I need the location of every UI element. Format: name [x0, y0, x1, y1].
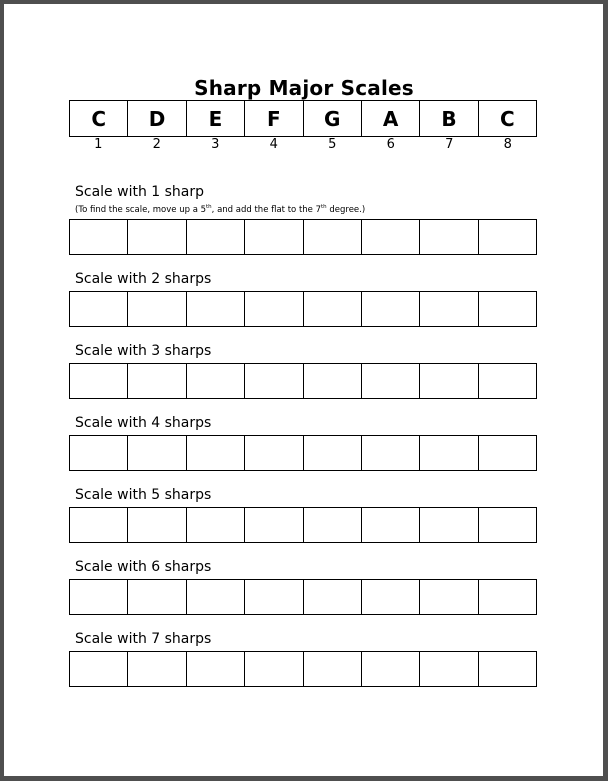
answer-grid-4-sharps — [69, 435, 537, 471]
answer-cell[interactable] — [187, 652, 245, 686]
answer-cell[interactable] — [245, 364, 303, 398]
scale-label-5-sharps: Scale with 5 sharps — [75, 487, 212, 503]
answer-cell[interactable] — [128, 292, 186, 326]
answer-cell[interactable] — [479, 292, 536, 326]
answer-cell[interactable] — [128, 436, 186, 470]
answer-cell[interactable] — [245, 508, 303, 542]
answer-cell[interactable] — [479, 580, 536, 614]
answer-cell[interactable] — [479, 508, 536, 542]
answer-cell[interactable] — [304, 580, 362, 614]
answer-cell[interactable] — [187, 508, 245, 542]
answer-cell[interactable] — [420, 436, 478, 470]
hint-text: degree.) — [326, 205, 366, 215]
scale-degree-number: 6 — [386, 137, 395, 152]
reference-note-cell: F — [245, 101, 303, 136]
answer-cell[interactable] — [187, 436, 245, 470]
reference-note-cell: G — [304, 101, 362, 136]
answer-cell[interactable] — [245, 436, 303, 470]
answer-cell[interactable] — [187, 580, 245, 614]
answer-cell[interactable] — [128, 220, 186, 254]
answer-cell[interactable] — [479, 436, 536, 470]
scale-label-6-sharps: Scale with 6 sharps — [75, 559, 212, 575]
answer-cell[interactable] — [70, 508, 128, 542]
reference-note-cell: D — [128, 101, 186, 136]
reference-note-grid — [69, 100, 537, 137]
answer-cell[interactable] — [479, 364, 536, 398]
answer-grid-3-sharps — [69, 363, 537, 399]
answer-cell[interactable] — [362, 580, 420, 614]
answer-cell[interactable] — [128, 364, 186, 398]
hint-superscript: th — [321, 204, 327, 210]
answer-cell[interactable] — [245, 292, 303, 326]
hint-text: , and add the flat to the 7 — [211, 205, 322, 215]
answer-cell[interactable] — [187, 364, 245, 398]
answer-grid-1-sharp — [69, 219, 537, 255]
reference-note-cell: A — [362, 101, 420, 136]
answer-cell[interactable] — [479, 220, 536, 254]
answer-cell[interactable] — [245, 580, 303, 614]
answer-cell[interactable] — [70, 580, 128, 614]
answer-cell[interactable] — [187, 292, 245, 326]
scale-degree-row — [69, 137, 537, 153]
answer-grid-7-sharps — [69, 651, 537, 687]
answer-cell[interactable] — [362, 652, 420, 686]
answer-cell[interactable] — [362, 364, 420, 398]
scale-label-3-sharps: Scale with 3 sharps — [75, 343, 212, 359]
answer-cell[interactable] — [70, 364, 128, 398]
answer-grid-2-sharps — [69, 291, 537, 327]
answer-cell[interactable] — [362, 292, 420, 326]
scale-degree-number: 4 — [269, 137, 278, 152]
scale-label-2-sharps: Scale with 2 sharps — [75, 271, 212, 287]
scale-degree-number: 7 — [445, 137, 454, 152]
scale-label-1-sharp: Scale with 1 sharp — [75, 184, 205, 200]
answer-cell[interactable] — [304, 508, 362, 542]
answer-cell[interactable] — [245, 220, 303, 254]
answer-cell[interactable] — [70, 652, 128, 686]
answer-cell[interactable] — [187, 220, 245, 254]
answer-cell[interactable] — [479, 652, 536, 686]
hint-superscript: th — [206, 204, 212, 210]
answer-cell[interactable] — [304, 364, 362, 398]
answer-cell[interactable] — [70, 220, 128, 254]
scale-degree-number: 5 — [328, 137, 337, 152]
answer-cell[interactable] — [304, 220, 362, 254]
answer-cell[interactable] — [128, 652, 186, 686]
answer-cell[interactable] — [420, 292, 478, 326]
answer-cell[interactable] — [245, 652, 303, 686]
scale-instruction — [75, 204, 365, 215]
answer-cell[interactable] — [420, 364, 478, 398]
reference-note-cell: C — [70, 101, 128, 136]
reference-note-cell: E — [187, 101, 245, 136]
answer-cell[interactable] — [420, 652, 478, 686]
answer-cell[interactable] — [362, 436, 420, 470]
answer-cell[interactable] — [420, 580, 478, 614]
page-title: Sharp Major Scales — [194, 76, 414, 100]
answer-cell[interactable] — [362, 220, 420, 254]
answer-cell[interactable] — [420, 220, 478, 254]
answer-cell[interactable] — [304, 292, 362, 326]
reference-note-cell: B — [420, 101, 478, 136]
answer-grid-6-sharps — [69, 579, 537, 615]
scale-label-4-sharps: Scale with 4 sharps — [75, 415, 212, 431]
answer-cell[interactable] — [420, 508, 478, 542]
scale-degree-number: 1 — [94, 137, 103, 152]
reference-note-cell: C — [499, 106, 515, 131]
scale-degree-number: 3 — [211, 137, 220, 152]
hint-text: (To find the scale, move up a 5 — [75, 205, 207, 215]
answer-cell[interactable] — [362, 508, 420, 542]
answer-cell[interactable] — [70, 292, 128, 326]
answer-cell[interactable] — [128, 508, 186, 542]
scale-degree-number: 8 — [503, 137, 512, 152]
answer-cell[interactable] — [128, 580, 186, 614]
answer-grid-5-sharps — [69, 507, 537, 543]
scale-label-7-sharps: Scale with 7 sharps — [75, 631, 212, 647]
answer-cell[interactable] — [70, 436, 128, 470]
answer-cell[interactable] — [304, 436, 362, 470]
answer-cell[interactable] — [304, 652, 362, 686]
scale-degree-number: 2 — [152, 137, 161, 152]
